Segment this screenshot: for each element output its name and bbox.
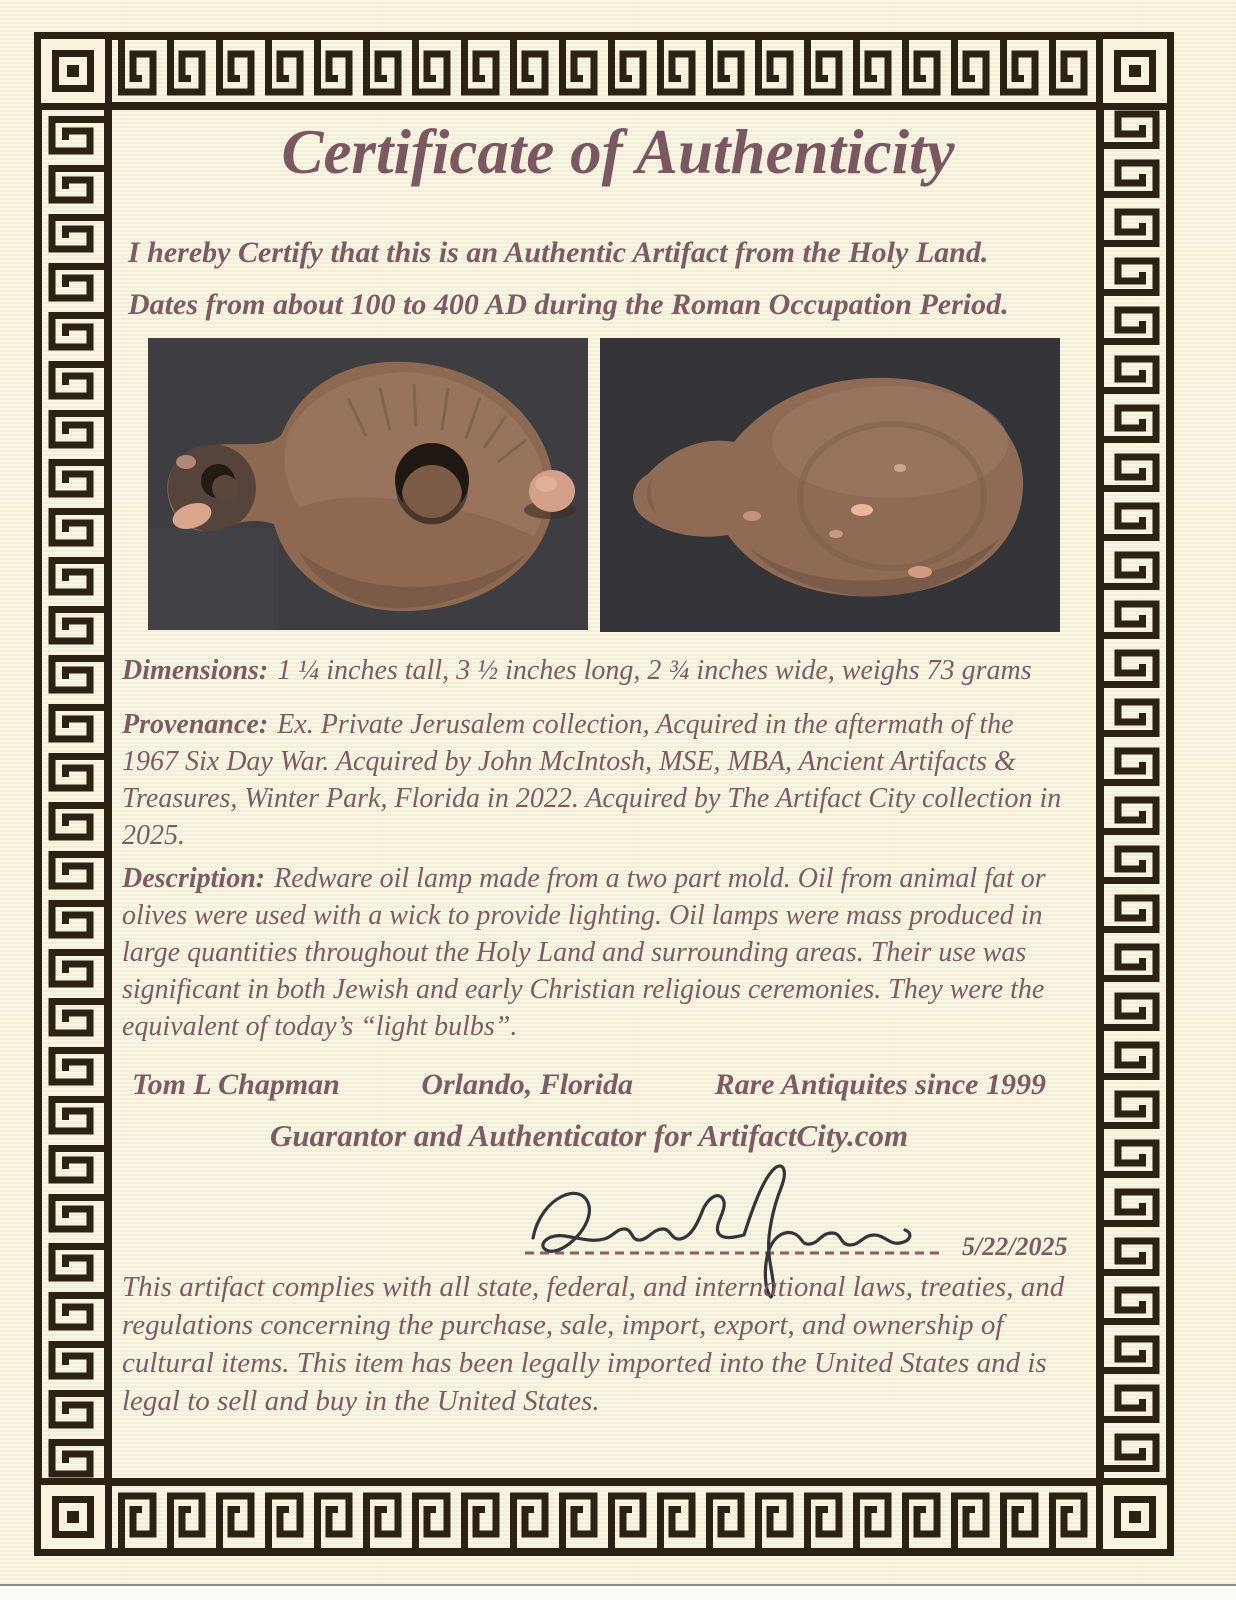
authenticator-tagline: Rare Antiquites since 1999 <box>714 1068 1046 1101</box>
authenticator-name: Tom L Chapman <box>132 1068 340 1101</box>
provenance-label: Provenance: <box>122 709 269 740</box>
certificate-title: Certificate of Authenticity <box>281 117 955 187</box>
oil-lamp-underside-view-photo <box>600 338 1060 632</box>
signature-date: 5/22/2025 <box>962 1232 1068 1261</box>
scan-edge-strip <box>0 1584 1236 1600</box>
description-label: Description: <box>122 863 266 894</box>
certify-statement: I hereby Certify that this is an Authentic Artifact from the Holy Land. <box>128 236 989 269</box>
guarantor-line: Guarantor and Authenticator for ArtifactCity.com <box>270 1118 909 1153</box>
provenance-text: Ex. Private Jerusalem collection, Acquired in the aftermath of the 1967 Six Day War. Acquired by John McIntosh, MSE, MBA, Ancient Artifacts & Treasures, Winter Park, Florida in 2022. Acquired by The Artifact City collection in 2025. <box>122 709 1069 851</box>
dimensions-line <box>122 652 1066 689</box>
authenticator-row <box>132 1068 1046 1102</box>
legal-paragraph: This artifact complies with all state, federal, and international laws, treaties, and regulations concerning the purchase, sale, import, export, and ownership of cultural items. This item has been legally imported into the United States and is legal to sell and buy in the United States. <box>122 1271 1072 1417</box>
description-paragraph <box>122 860 1066 1045</box>
description-text: Redware oil lamp made from a two part mold. Oil from animal fat or olives were used with a wick to provide lighting. Oil lamps were mass produced in large quantities throughout the Holy Land and surrounding areas. Their use was significant in both Jewish and early Christian religious ceremonies. They were the equivalent of today’s “light bulbs”. <box>122 863 1053 1042</box>
authenticator-location: Orlando, Florida <box>421 1068 634 1101</box>
dimensions-label: Dimensions: <box>122 655 269 686</box>
dating-statement: Dates from about 100 to 400 AD during the Roman Occupation Period. <box>128 288 1009 321</box>
oil-lamp-top-view-photo <box>148 338 588 630</box>
provenance-paragraph <box>122 706 1069 854</box>
dimensions-value: 1 ¼ inches tall, 3 ½ inches long, 2 ¾ inches wide, weighs 73 grams <box>277 655 1032 686</box>
